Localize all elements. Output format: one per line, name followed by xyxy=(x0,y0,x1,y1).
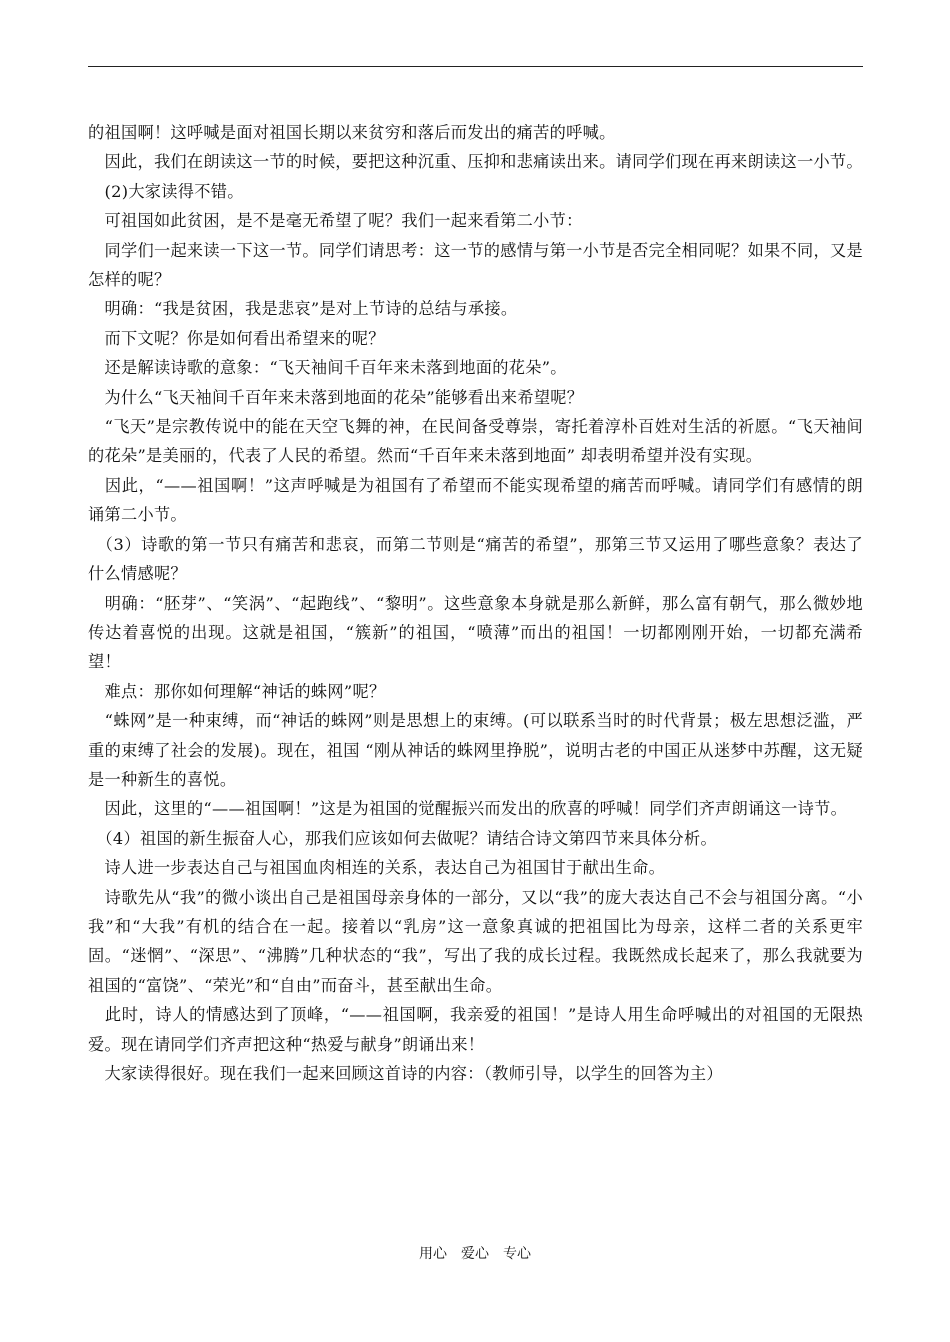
paragraph: 因此，“——祖国啊！”这声呼喊是为祖国有了希望而不能实现希望的痛苦而呼喊。请同学们有感情的朗诵第二小节。 xyxy=(88,475,863,525)
document-body xyxy=(88,118,863,1088)
paragraph: 此时，诗人的情感达到了顶峰，“——祖国啊，我亲爱的祖国！”是诗人用生命呼喊出的对祖国的无限热爱。现在请同学们齐声把这种“热爱与献身”朗诵出来！ xyxy=(88,1005,863,1054)
paragraph: 可祖国如此贫困，是不是毫无希望了呢？我们一起来看第二小节： xyxy=(88,211,583,231)
paragraph: （4）祖国的新生振奋人心，那我们应该如何去做呢？请结合诗文第四节来具体分析。 xyxy=(88,828,718,848)
paragraph: 因此，我们在朗读这一节的时候，要把这种沉重、压抑和悲痛读出来。请同学们现在再来朗读这一小节。 xyxy=(88,152,863,172)
paragraph: 同学们一起来读一下这一节。同学们请思考：这一节的感情与第一小节是否完全相同呢？如果不同，又是怎样的呢？ xyxy=(88,240,863,290)
paragraph: 明确：“胚芽”、“笑涡”、“起跑线”、“黎明”。这些意象本身就是那么新鲜，那么富有朝气，那么微妙地传达着喜悦的出现。这就是祖国，“簇新”的祖国，“喷薄”而出的祖国！一切都刚刚开始，一切都充满希望！ xyxy=(88,593,863,672)
page-footer: 用心 爱心 专心 xyxy=(419,1246,531,1262)
header-rule xyxy=(88,66,863,67)
paragraph: 因此，这里的“——祖国啊！”这是为祖国的觉醒振兴而发出的欣喜的呼喊！同学们齐声朗诵这一诗节。 xyxy=(88,799,848,819)
paragraph: 为什么“飞天袖间千百年来未落到地面的花朵”能够看出来希望呢？ xyxy=(88,387,584,407)
paragraph: （3）诗歌的第一节只有痛苦和悲哀，而第二节则是“痛苦的希望”，那第三节又运用了哪些意象？表达了什么情感呢？ xyxy=(88,534,863,584)
paragraph: 难点：那你如何理解“神话的蛛网”呢？ xyxy=(88,681,386,701)
paragraph: 明确：“我是贫困，我是悲哀”是对上节诗的总结与承接。 xyxy=(88,299,518,319)
paragraph: (2)大家读得不错。 xyxy=(88,181,244,201)
paragraph: 诗歌先从“我”的微小谈出自己是祖国母亲身体的一部分，又以“我”的庞大表达自己不会与祖国分离。“小我”和“大我”有机的结合在一起。接着以“乳房”这一意象真诚的把祖国比为母亲，这样二者的关系更牢固。“迷惘”、“深思”、“沸腾”几种状态的“我”，写出了我的成长过程。我既然成长起来了，那么我就要为祖国的“富饶”、“荣光”和“自由”而奋斗，甚至献出生命。 xyxy=(88,887,863,995)
paragraph: 还是解读诗歌的意象：“飞天袖间千百年来未落到地面的花朵”。 xyxy=(88,358,567,378)
paragraph: 大家读得很好。现在我们一起来回顾这首诗的内容：（教师引导，以学生的回答为主） xyxy=(88,1064,723,1083)
paragraph: 诗人进一步表达自己与祖国血肉相连的关系，表达自己为祖国甘于献出生命。 xyxy=(88,858,666,878)
paragraph: 而下文呢？你是如何看出希望来的呢？ xyxy=(88,328,385,348)
paragraph: “蛛网”是一种束缚，而“神话的蛛网”则是思想上的束缚。(可以联系当时的时代背景；极左思想泛滥，严重的束缚了社会的发展)。现在，祖国 “刚从神话的蛛网里挣脱”，说明古老的中国正从迷梦中苏醒，这无疑是一种新生的喜悦。 xyxy=(88,711,863,789)
paragraph: 的祖国啊！这呼喊是面对祖国长期以来贫穷和落后而发出的痛苦的呼喊。 xyxy=(88,123,616,142)
paragraph: “飞天”是宗教传说中的能在天空飞舞的神，在民间备受尊崇，寄托着淳朴百姓对生活的祈愿。“飞天袖间的花朵”是美丽的，代表了人民的希望。然而“千百年来未落到地面” 却表明希望并没有实现。 xyxy=(88,417,863,466)
